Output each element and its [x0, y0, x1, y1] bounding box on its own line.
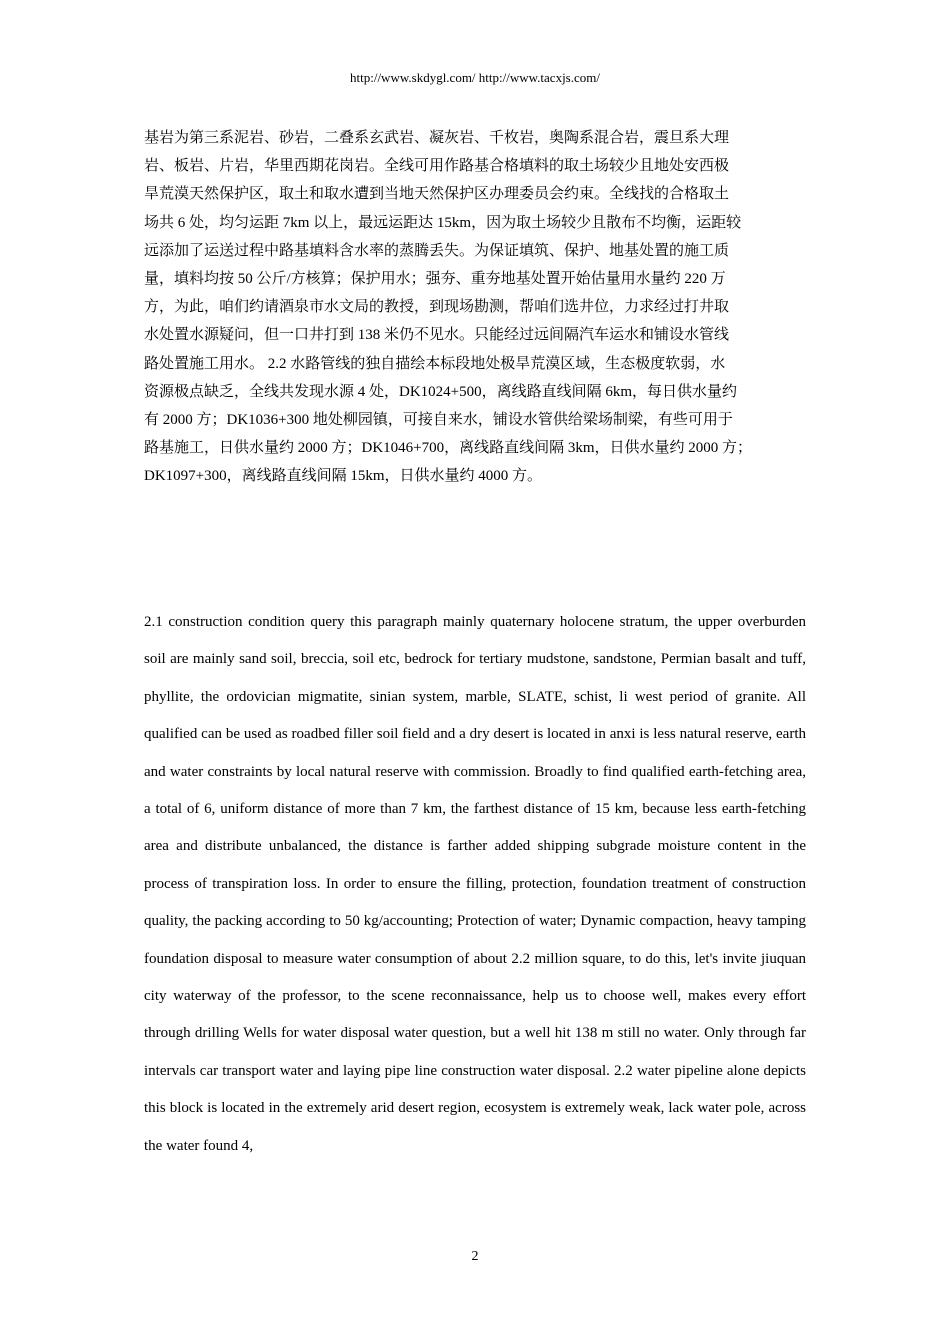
body-line: DK1097+300，离线路直线间隔 15km，日供水量约 4000 方。 [144, 468, 543, 485]
chinese-body-text [144, 124, 806, 491]
page-header-urls: http://www.skdygl.com/ http://www.tacxjs.com/ [350, 70, 600, 85]
body-line: 有 2000 方；DK1036+300 地处柳园镇，可接自来水，铺设水管供给梁场制梁，有些可用于 [144, 412, 733, 429]
body-line: 基岩为第三系泥岩、砂岩，二叠系玄武岩、凝灰岩、千枚岩，奥陶系混合岩，震旦系大理 [144, 130, 730, 146]
body-line: 岩、板岩、片岩，华里西期花岗岩。全线可用作路基合格填料的取土场较少且地处安西极 [144, 158, 730, 175]
english-body-text [144, 604, 806, 1165]
body-line: 场共 6 处，均匀运距 7km 以上，最远运距达 15km，因为取土场较少且散布不均衡，运距较 [144, 214, 742, 231]
english-paragraph: 2.1 construction condition query this paragraph mainly quaternary holocene stratum, the upper overburden soil are mainly sand soil, breccia, soil etc, bedrock for tertiary mudstone, sandstone, Permian basalt and tuff, phyllite, the ordovician migmatite, sinian system, marble, SLATE, schist, li west period of granite. All qualified can be used as roadbed filler soil field and a dry desert is located in anxi is less natural reserve, earth and water constraints by local natural reserve with commission. Broadly to find qualified earth-fetching area, a total of 6, uniform distance of more than 7 km, the farthest distance of 15 km, because less earth-fetching area and distribute unbalanced, the distance is farther added shipping subgrade moisture content in the process of transpiration loss. In order to ensure the filling, protection, foundation treatment of construction quality, the packing according to 50 kg/accounting; Protection of water; Dynamic compaction, heavy tamping foundation disposal to measure water consumption of about 2.2 million square, to do this, let's invite jiuquan city waterway of the professor, to the scene reconnaissance, help us to choose well, makes every effort through drilling Wells for water disposal water question, but a well hit 138 m still no water. Only through far intervals car transport water and laying pipe line construction water disposal. 2.2 water pipeline alone depicts this block is located in the extremely arid desert region, ecosystem is extremely weak, lack water pole, across the water found 4, [144, 614, 806, 1154]
body-line: 方，为此，咱们约请酒泉市水文局的教授，到现场勘测，帮咱们选井位，力求经过打井取 [144, 299, 730, 316]
body-line: 路基施工，日供水量约 2000 方；DK1046+700，离线路直线间隔 3km，日供水量约 2000 方； [144, 440, 753, 457]
page-number: 2 [471, 1249, 479, 1264]
body-line: 旱荒漠天然保护区，取土和取水遭到当地天然保护区办理委员会约束。全线找的合格取土 [144, 186, 730, 203]
body-line: 资源极点缺乏，全线共发现水源 4 处，DK1024+500，离线路直线间隔 6km，每日供水量约 [144, 383, 738, 400]
body-line: 量，填料均按 50 公斤/方核算；保护用水；强夯、重夯地基处置开始估量用水量约 220 万 [144, 271, 726, 288]
body-line: 水处置水源疑问，但一口井打到 138 米仍不见水。只能经过远间隔汽车运水和铺设水管线 [144, 327, 730, 344]
body-line: 远添加了运送过程中路基填料含水率的蒸腾丢失。为保证填筑、保护、地基处置的施工质 [144, 242, 730, 259]
body-line: 路处置施工用水。 2.2 水路管线的独自描绘本标段地处极旱荒漠区域，生态极度软弱，水 [144, 355, 726, 372]
